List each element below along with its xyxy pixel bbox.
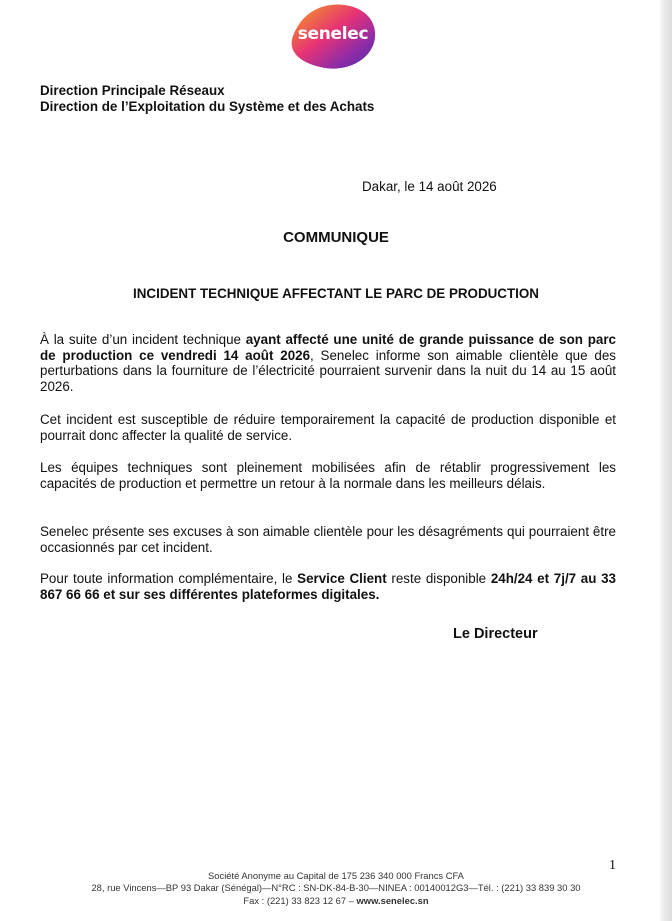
paragraph-4: Senelec présente ses excuses à son aimable clientèle pour les désagréments qui pourraient être occasionnés par cet incident. <box>40 524 616 555</box>
footer-website-link[interactable]: www.senelec.sn <box>356 894 429 906</box>
paragraph-5-text-b: reste disponible <box>386 571 491 586</box>
paragraph-1-text-a: À la suite d’un incident technique <box>40 332 246 347</box>
footer-line-3 <box>0 895 672 907</box>
footer-line-2: 28, rue Vincens—BP 93 Dakar (Sénégal)—N°RC : SN-DK-84-B-30—NINEA : 00140012G3—Tél. : (221) 33 839 30 30 <box>91 882 581 894</box>
footer-line-1: Société Anonyme au Capital de 175 236 340 000 Francs CFA <box>208 870 464 881</box>
service-client-label: Service Client <box>297 571 387 586</box>
contact-availability: 24h/24 et 7j/7 au 33 867 66 66 et sur ses différentes plateformes digitales. <box>40 571 616 602</box>
issuer-header <box>40 83 374 114</box>
paragraph-5-text-a: Pour toute information complémentaire, le <box>40 571 298 586</box>
paragraph-1-text-b: , Senelec informe son aimable clientèle que des perturbations dans la fourniture de l’électricité pourraient survenir dans la nuit du 14 au 15 août 2026. <box>40 347 616 395</box>
paragraph-1-bold: ayant affecté une unité de grande puissance de son parc de production ce vendredi 14 août 2026 <box>40 332 616 363</box>
document-date: Dakar, le 14 août 2026 <box>362 179 497 194</box>
document-subtitle: INCIDENT TECHNIQUE AFFECTANT LE PARC DE PRODUCTION <box>133 286 539 301</box>
logo-wordmark: senelec <box>297 24 369 44</box>
paragraph-1 <box>40 332 616 395</box>
senelec-logo <box>285 2 381 72</box>
header-line-1: Direction Principale Réseaux <box>40 83 225 98</box>
document-title: COMMUNIQUE <box>283 229 389 246</box>
page-number: 1 <box>609 858 616 873</box>
paragraph-2: Cet incident est susceptible de réduire temporairement la capacité de production disponible et pourrait donc affecter la qualité de service. <box>40 412 616 443</box>
footer <box>0 870 672 907</box>
paragraph-3: Les équipes techniques sont pleinement mobilisées afin de rétablir progressivement les capacités de production et permettre un retour à la normale dans les meilleurs délais. <box>40 460 616 491</box>
page-edge-shadow <box>660 0 672 921</box>
signature: Le Directeur <box>453 626 538 642</box>
paragraph-5 <box>40 571 616 602</box>
header-line-2: Direction de l’Exploitation du Système et des Achats <box>40 98 375 114</box>
footer-fax: Fax : (221) 33 823 12 67 – <box>243 894 357 906</box>
